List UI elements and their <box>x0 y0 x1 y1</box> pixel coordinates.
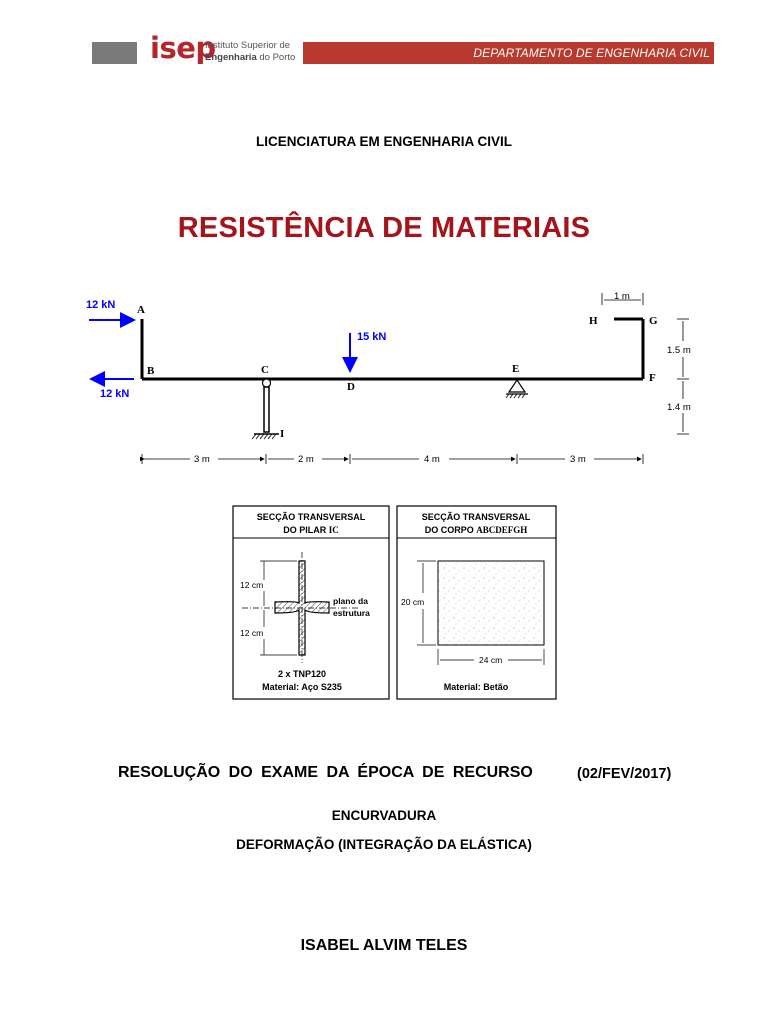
loads <box>86 299 386 400</box>
dim-cd: 2 m <box>298 454 314 465</box>
plane-label-1: plano da <box>333 596 368 606</box>
topic-buckling: ENCURVADURA <box>331 808 437 823</box>
dim-hg: 1 m <box>614 291 630 302</box>
node-f: F <box>649 372 656 384</box>
body-height: 20 cm <box>401 597 425 607</box>
node-e: E <box>512 363 520 375</box>
hinge-c <box>263 379 271 387</box>
column-ci <box>252 379 279 439</box>
dim-bc: 3 m <box>194 454 210 465</box>
institution-name <box>205 40 295 64</box>
department-name: DEPARTAMENTO DE ENGENHARIA CIVIL <box>473 46 710 60</box>
section-pillar-ic <box>233 506 389 699</box>
vertical-dimensions <box>667 319 691 434</box>
node-c: C <box>261 364 269 376</box>
structure-diagram <box>80 285 710 475</box>
body-title-2 <box>425 525 528 535</box>
degree-title: LICENCIATURA EM ENGENHARIA CIVIL <box>256 134 512 149</box>
institution-line-1: Instituto Superior de <box>205 40 291 51</box>
body-title-2-prefix: DO CORPO <box>424 525 477 535</box>
pillar-title-2-prefix: DO PILAR <box>283 525 329 535</box>
load-label-bottom-left: 12 kN <box>100 388 130 400</box>
node-a: A <box>137 304 145 316</box>
body-title-1: SECÇÃO TRANSVERSAL <box>421 512 531 522</box>
course-title: RESISTÊNCIA DE MATERIAIS <box>177 212 591 244</box>
pillar-material: Material: Aço S235 <box>262 682 342 692</box>
institution-line-2-bold: Engenharia <box>205 52 257 63</box>
exam-title: RESOLUÇÃO DO EXAME DA ÉPOCA DE RECURSO <box>118 764 533 781</box>
load-label-top-left: 12 kN <box>86 299 116 311</box>
node-i: I <box>280 428 285 440</box>
exam-date: (02/FEV/2017) <box>577 766 672 782</box>
dim-de: 4 m <box>424 454 440 465</box>
dim-hg-group <box>602 291 643 305</box>
pillar-title-1: SECÇÃO TRANSVERSAL <box>256 512 366 522</box>
section-body-abcdefgh <box>397 506 556 699</box>
pinned-support-e <box>506 380 528 398</box>
dim-ef: 3 m <box>570 454 586 465</box>
body-title-2-id: ABCDEFGH <box>476 525 528 535</box>
structure-members <box>142 319 643 379</box>
institution-line-2 <box>205 52 295 64</box>
node-d: D <box>347 381 355 393</box>
pillar-profile: 2 x TNP120 <box>277 669 327 679</box>
topic-deformation: DEFORMAÇÃO (INTEGRAÇÃO DA ELÁSTICA) <box>236 837 532 852</box>
node-b: B <box>147 365 155 377</box>
pillar-dim-bottom: 12 cm <box>240 628 264 638</box>
concrete-section <box>438 561 544 645</box>
author-name: ISABEL ALVIM TELES <box>300 937 468 954</box>
cross-sections-figure <box>232 505 562 705</box>
dim-f-down: 1.4 m <box>667 402 691 413</box>
load-label-vertical: 15 kN <box>357 331 387 343</box>
body-width: 24 cm <box>479 655 503 665</box>
node-g: G <box>649 315 658 327</box>
body-material: Material: Betão <box>443 682 509 692</box>
pillar-title-2-id: IC <box>328 525 339 535</box>
horizontal-dimensions <box>142 454 643 465</box>
node-h: H <box>589 315 598 327</box>
dim-gf: 1.5 m <box>667 345 691 356</box>
plane-label-2: estrutura <box>333 608 370 618</box>
isep-logo: isep <box>150 31 216 65</box>
pillar-dim-top: 12 cm <box>240 580 264 590</box>
pillar-title-2 <box>283 525 339 535</box>
header-grey-block <box>92 42 137 64</box>
institution-line-2-rest: do Porto <box>256 52 296 63</box>
